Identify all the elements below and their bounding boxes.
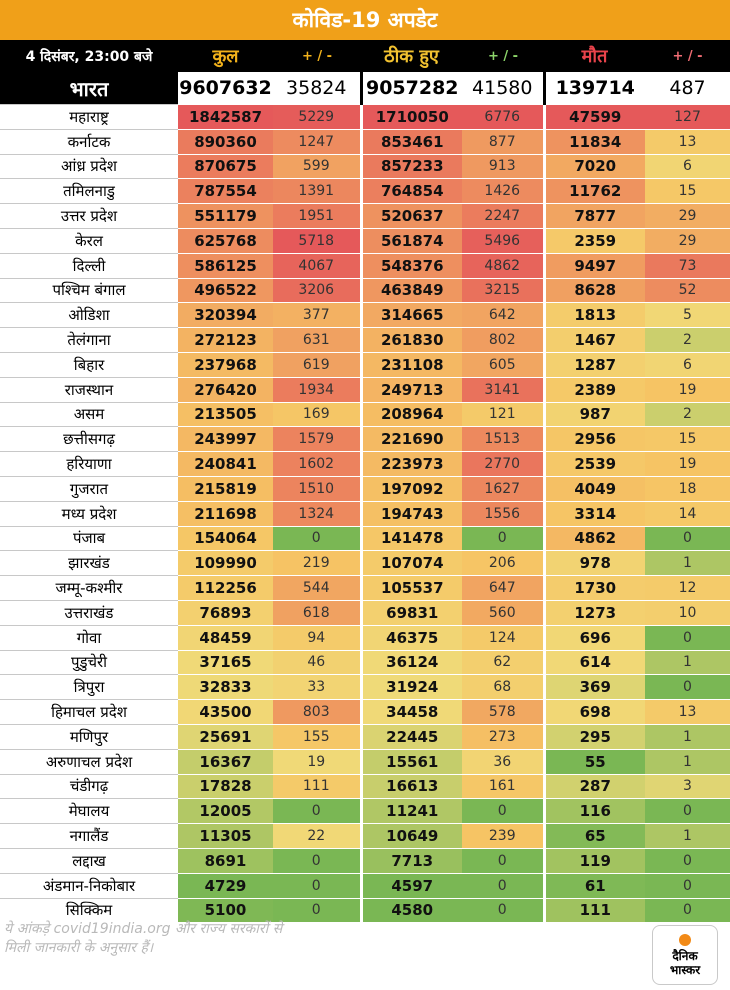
state-rows [0,105,730,923]
deaths-cell: 4862 [544,526,645,551]
table-row [0,228,730,253]
total-cell: 16367 [178,749,273,774]
recovered-delta-cell: 68 [462,675,544,700]
recovered-cell: 36124 [361,650,462,675]
table-row [0,898,730,922]
recovered-delta-cell: 1426 [462,179,544,204]
state-name: गोवा [0,625,178,650]
deaths-delta-cell: 52 [645,278,730,303]
total-delta-cell: 169 [273,402,361,427]
table-row [0,278,730,303]
header-deaths-delta: + / - [645,40,730,72]
state-name: अंडमान-निकोबार [0,873,178,898]
source-note-line1: ये आंकड़े covid19india.org और राज्य सरकारों से [4,921,283,937]
state-name: उत्तराखंड [0,600,178,625]
table-row [0,650,730,675]
recovered-delta-cell: 578 [462,700,544,725]
table-row [0,576,730,601]
recovered-cell: 561874 [361,228,462,253]
national-deaths: 139714 [544,72,645,105]
deaths-cell: 1287 [544,352,645,377]
logo-line1: दैनिक [672,948,698,963]
table-row [0,154,730,179]
recovered-cell: 69831 [361,600,462,625]
state-name: मध्य प्रदेश [0,501,178,526]
recovered-cell: 46375 [361,625,462,650]
table-row [0,253,730,278]
deaths-cell: 111 [544,898,645,922]
recovered-delta-cell: 206 [462,551,544,576]
total-delta-cell: 1602 [273,452,361,477]
recovered-cell: 31924 [361,675,462,700]
recovered-delta-cell: 647 [462,576,544,601]
total-cell: 213505 [178,402,273,427]
state-name: उत्तर प्रदेश [0,204,178,229]
deaths-cell: 3314 [544,501,645,526]
table-row [0,551,730,576]
recovered-cell: 548376 [361,253,462,278]
deaths-delta-cell: 13 [645,700,730,725]
table-row [0,129,730,154]
total-delta-cell: 4067 [273,253,361,278]
table-row [0,402,730,427]
deaths-delta-cell: 0 [645,799,730,824]
recovered-delta-cell: 560 [462,600,544,625]
total-delta-cell: 0 [273,526,361,551]
deaths-cell: 11834 [544,129,645,154]
deaths-cell: 47599 [544,105,645,130]
deaths-cell: 987 [544,402,645,427]
recovered-cell: 194743 [361,501,462,526]
table-row [0,105,730,130]
recovered-cell: 249713 [361,377,462,402]
total-cell: 787554 [178,179,273,204]
state-name: पुडुचेरी [0,650,178,675]
recovered-delta-cell: 3215 [462,278,544,303]
total-cell: 154064 [178,526,273,551]
deaths-delta-cell: 12 [645,576,730,601]
total-cell: 37165 [178,650,273,675]
deaths-delta-cell: 0 [645,675,730,700]
total-cell: 276420 [178,377,273,402]
total-cell: 12005 [178,799,273,824]
sun-dot-icon [679,934,691,946]
recovered-delta-cell: 1513 [462,427,544,452]
deaths-cell: 61 [544,873,645,898]
dainik-bhaskar-logo [652,925,718,985]
recovered-delta-cell: 239 [462,824,544,849]
table-row [0,352,730,377]
total-cell: 890360 [178,129,273,154]
recovered-cell: 223973 [361,452,462,477]
total-cell: 17828 [178,774,273,799]
deaths-delta-cell: 10 [645,600,730,625]
deaths-cell: 7020 [544,154,645,179]
recovered-cell: 853461 [361,129,462,154]
table-row [0,204,730,229]
recovered-delta-cell: 913 [462,154,544,179]
recovered-delta-cell: 36 [462,749,544,774]
total-delta-cell: 22 [273,824,361,849]
total-delta-cell: 619 [273,352,361,377]
total-delta-cell: 599 [273,154,361,179]
recovered-cell: 764854 [361,179,462,204]
deaths-delta-cell: 15 [645,427,730,452]
recovered-cell: 107074 [361,551,462,576]
state-name: छत्तीसगढ़ [0,427,178,452]
deaths-delta-cell: 19 [645,377,730,402]
source-note-line2: मिली जानकारी के अनुसार हैं। [4,940,154,956]
national-recovered-delta: 41580 [462,72,544,105]
total-delta-cell: 5718 [273,228,361,253]
total-cell: 215819 [178,476,273,501]
recovered-cell: 208964 [361,402,462,427]
state-name: केरल [0,228,178,253]
total-cell: 5100 [178,898,273,922]
total-cell: 25691 [178,724,273,749]
recovered-delta-cell: 4862 [462,253,544,278]
deaths-delta-cell: 1 [645,749,730,774]
total-cell: 8691 [178,848,273,873]
recovered-delta-cell: 5496 [462,228,544,253]
logo-line2: भास्कर [669,962,701,977]
deaths-delta-cell: 13 [645,129,730,154]
deaths-cell: 2389 [544,377,645,402]
recovered-delta-cell: 802 [462,328,544,353]
state-name: असम [0,402,178,427]
recovered-cell: 34458 [361,700,462,725]
total-delta-cell: 377 [273,303,361,328]
recovered-cell: 221690 [361,427,462,452]
deaths-delta-cell: 2 [645,328,730,353]
state-name: नगालैंड [0,824,178,849]
deaths-delta-cell: 5 [645,303,730,328]
total-cell: 243997 [178,427,273,452]
deaths-cell: 65 [544,824,645,849]
total-cell: 272123 [178,328,273,353]
state-name: गुजरात [0,476,178,501]
total-cell: 32833 [178,675,273,700]
table-row [0,328,730,353]
deaths-cell: 2539 [544,452,645,477]
header-recovered-delta: + / - [462,40,544,72]
recovered-cell: 11241 [361,799,462,824]
deaths-cell: 1813 [544,303,645,328]
state-name: महाराष्ट्र [0,105,178,130]
deaths-cell: 287 [544,774,645,799]
national-total-delta: 35824 [273,72,361,105]
column-header-row [0,40,730,72]
total-delta-cell: 33 [273,675,361,700]
table-row [0,848,730,873]
total-cell: 211698 [178,501,273,526]
state-name: तेलंगाना [0,328,178,353]
deaths-cell: 2956 [544,427,645,452]
state-name: कर्नाटक [0,129,178,154]
recovered-cell: 15561 [361,749,462,774]
recovered-delta-cell: 0 [462,848,544,873]
deaths-delta-cell: 19 [645,452,730,477]
state-name: हिमाचल प्रदेश [0,700,178,725]
total-delta-cell: 1247 [273,129,361,154]
total-cell: 1842587 [178,105,273,130]
recovered-cell: 314665 [361,303,462,328]
table-row [0,600,730,625]
state-name: त्रिपुरा [0,675,178,700]
table-row [0,377,730,402]
deaths-cell: 978 [544,551,645,576]
recovered-cell: 16613 [361,774,462,799]
total-delta-cell: 94 [273,625,361,650]
deaths-delta-cell: 3 [645,774,730,799]
table-row [0,427,730,452]
total-delta-cell: 19 [273,749,361,774]
state-name: मेघालय [0,799,178,824]
recovered-cell: 231108 [361,352,462,377]
state-name: लद्दाख [0,848,178,873]
recovered-delta-cell: 273 [462,724,544,749]
header-deaths: मौत [544,40,645,72]
deaths-cell: 116 [544,799,645,824]
deaths-cell: 2359 [544,228,645,253]
deaths-cell: 1730 [544,576,645,601]
deaths-delta-cell: 1 [645,551,730,576]
table-row [0,749,730,774]
total-delta-cell: 0 [273,799,361,824]
total-delta-cell: 1579 [273,427,361,452]
deaths-cell: 11762 [544,179,645,204]
deaths-delta-cell: 6 [645,352,730,377]
recovered-delta-cell: 161 [462,774,544,799]
deaths-delta-cell: 15 [645,179,730,204]
recovered-cell: 1710050 [361,105,462,130]
total-delta-cell: 5229 [273,105,361,130]
deaths-delta-cell: 127 [645,105,730,130]
recovered-cell: 857233 [361,154,462,179]
total-cell: 496522 [178,278,273,303]
deaths-cell: 1467 [544,328,645,353]
recovered-cell: 10649 [361,824,462,849]
recovered-delta-cell: 1627 [462,476,544,501]
recovered-delta-cell: 0 [462,898,544,922]
recovered-delta-cell: 605 [462,352,544,377]
recovered-cell: 463849 [361,278,462,303]
deaths-delta-cell: 6 [645,154,730,179]
recovered-delta-cell: 121 [462,402,544,427]
deaths-delta-cell: 0 [645,625,730,650]
recovered-delta-cell: 642 [462,303,544,328]
total-delta-cell: 219 [273,551,361,576]
source-note [4,920,564,958]
recovered-delta-cell: 877 [462,129,544,154]
total-delta-cell: 618 [273,600,361,625]
national-total-row [0,72,730,105]
deaths-cell: 295 [544,724,645,749]
deaths-delta-cell: 14 [645,501,730,526]
total-cell: 43500 [178,700,273,725]
table-row [0,501,730,526]
total-delta-cell: 1510 [273,476,361,501]
header-date: 4 दिसंबर, 23:00 बजे [0,40,178,72]
recovered-delta-cell: 3141 [462,377,544,402]
recovered-delta-cell: 0 [462,873,544,898]
table-row [0,675,730,700]
recovered-cell: 4580 [361,898,462,922]
recovered-cell: 197092 [361,476,462,501]
national-recovered: 9057282 [361,72,462,105]
table-row [0,303,730,328]
recovered-cell: 141478 [361,526,462,551]
deaths-delta-cell: 29 [645,204,730,229]
total-delta-cell: 631 [273,328,361,353]
recovered-cell: 105537 [361,576,462,601]
deaths-delta-cell: 0 [645,898,730,922]
deaths-cell: 55 [544,749,645,774]
table-row [0,774,730,799]
deaths-cell: 696 [544,625,645,650]
total-cell: 112256 [178,576,273,601]
deaths-delta-cell: 2 [645,402,730,427]
deaths-delta-cell: 1 [645,724,730,749]
state-name: मणिपुर [0,724,178,749]
table-row [0,179,730,204]
table-row [0,526,730,551]
recovered-delta-cell: 2770 [462,452,544,477]
state-name: सिक्किम [0,898,178,922]
recovered-delta-cell: 6776 [462,105,544,130]
total-cell: 237968 [178,352,273,377]
table-row [0,452,730,477]
total-cell: 870675 [178,154,273,179]
state-name: राजस्थान [0,377,178,402]
total-delta-cell: 46 [273,650,361,675]
state-name: आंध्र प्रदेश [0,154,178,179]
state-name: बिहार [0,352,178,377]
state-name: जम्मू-कश्मीर [0,576,178,601]
deaths-cell: 369 [544,675,645,700]
total-delta-cell: 0 [273,873,361,898]
state-name: दिल्ली [0,253,178,278]
table-row [0,700,730,725]
total-cell: 48459 [178,625,273,650]
deaths-cell: 9497 [544,253,645,278]
deaths-delta-cell: 0 [645,526,730,551]
total-delta-cell: 3206 [273,278,361,303]
deaths-delta-cell: 73 [645,253,730,278]
total-delta-cell: 0 [273,898,361,922]
total-delta-cell: 1391 [273,179,361,204]
total-cell: 320394 [178,303,273,328]
deaths-delta-cell: 1 [645,824,730,849]
total-cell: 586125 [178,253,273,278]
recovered-delta-cell: 1556 [462,501,544,526]
deaths-delta-cell: 18 [645,476,730,501]
deaths-delta-cell: 0 [645,848,730,873]
table-row [0,799,730,824]
deaths-cell: 698 [544,700,645,725]
total-delta-cell: 544 [273,576,361,601]
total-delta-cell: 803 [273,700,361,725]
deaths-delta-cell: 29 [645,228,730,253]
state-name: ओडिशा [0,303,178,328]
deaths-cell: 1273 [544,600,645,625]
total-delta-cell: 155 [273,724,361,749]
total-cell: 551179 [178,204,273,229]
table-row [0,476,730,501]
table-row [0,625,730,650]
state-name: अरुणाचल प्रदेश [0,749,178,774]
recovered-delta-cell: 124 [462,625,544,650]
recovered-delta-cell: 0 [462,799,544,824]
national-name: भारत [0,72,178,105]
national-total: 9607632 [178,72,273,105]
total-cell: 625768 [178,228,273,253]
total-delta-cell: 0 [273,848,361,873]
recovered-delta-cell: 0 [462,526,544,551]
recovered-cell: 261830 [361,328,462,353]
total-cell: 240841 [178,452,273,477]
total-cell: 4729 [178,873,273,898]
recovered-cell: 7713 [361,848,462,873]
deaths-cell: 4049 [544,476,645,501]
page-title: कोविड-19 अपडेट [0,0,730,40]
header-total-delta: + / - [273,40,361,72]
total-delta-cell: 111 [273,774,361,799]
deaths-cell: 119 [544,848,645,873]
table-row [0,873,730,898]
deaths-cell: 8628 [544,278,645,303]
total-cell: 109990 [178,551,273,576]
recovered-cell: 22445 [361,724,462,749]
recovered-cell: 520637 [361,204,462,229]
deaths-delta-cell: 0 [645,873,730,898]
recovered-delta-cell: 62 [462,650,544,675]
state-name: तमिलनाडु [0,179,178,204]
table-row [0,824,730,849]
table-row [0,724,730,749]
state-name: झारखंड [0,551,178,576]
total-cell: 11305 [178,824,273,849]
total-delta-cell: 1934 [273,377,361,402]
header-total: कुल [178,40,273,72]
header-recovered: ठीक हुए [361,40,462,72]
state-name: पश्चिम बंगाल [0,278,178,303]
state-name: चंडीगढ़ [0,774,178,799]
covid-table [0,40,730,922]
total-delta-cell: 1951 [273,204,361,229]
deaths-delta-cell: 1 [645,650,730,675]
national-deaths-delta: 487 [645,72,730,105]
state-name: पंजाब [0,526,178,551]
recovered-delta-cell: 2247 [462,204,544,229]
deaths-cell: 614 [544,650,645,675]
total-cell: 76893 [178,600,273,625]
deaths-cell: 7877 [544,204,645,229]
state-name: हरियाणा [0,452,178,477]
total-delta-cell: 1324 [273,501,361,526]
recovered-cell: 4597 [361,873,462,898]
